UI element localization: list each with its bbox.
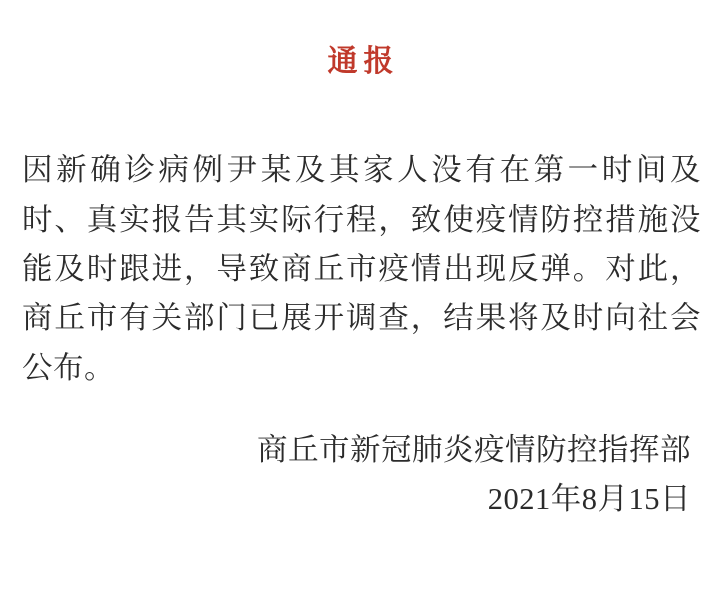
notice-document: [0, 20, 727, 607]
notice-date: 2021年8月15日: [487, 482, 691, 517]
page-title: 通报: [327, 45, 400, 79]
notice-body-text: 因新确诊病例尹某及其家人没有在第一时间及时、真实报告其实际行程，致使疫情防控措施没能及时跟进，导致商丘市疫情出现反弹。对此，商丘市有关部门已展开调查，结果将及时向社会公布。: [22, 153, 701, 385]
notice-signature: 商丘市新冠肺炎疫情防控指挥部: [257, 433, 691, 468]
